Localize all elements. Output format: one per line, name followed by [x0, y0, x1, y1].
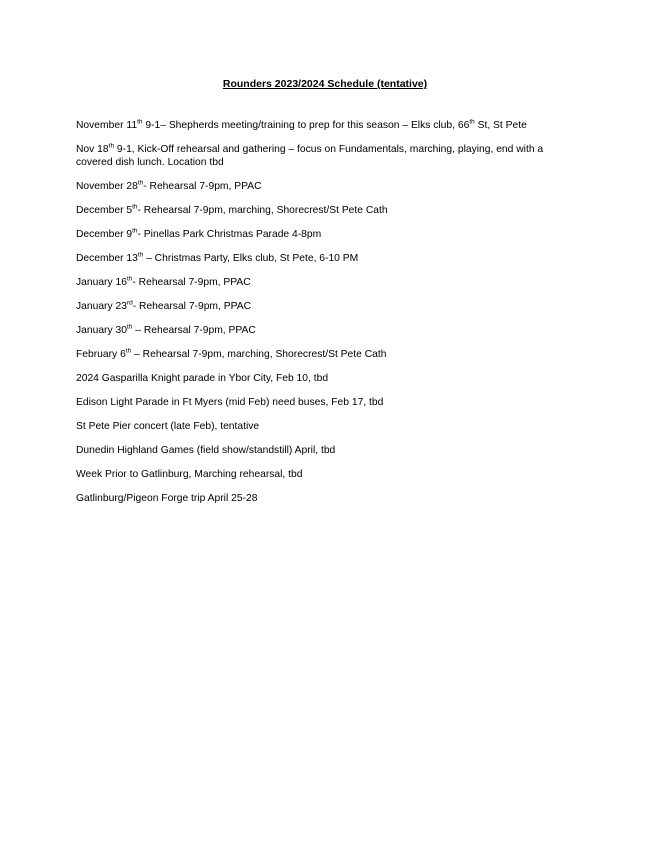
schedule-entry	[76, 493, 576, 506]
entry-text: 9-1– Shepherds meeting/training to prep for this season – Elks club, 66	[142, 120, 470, 131]
schedule-entry	[76, 301, 576, 314]
ordinal-suffix: th	[125, 347, 132, 355]
schedule-entry	[76, 229, 576, 242]
schedule-entry	[76, 205, 576, 218]
schedule-entry	[76, 421, 576, 434]
ordinal-suffix: th	[126, 323, 133, 331]
ordinal-suffix: th	[132, 227, 138, 235]
ordinal-suffix: th	[469, 118, 475, 126]
entry-text: - Rehearsal 7-9pm, PPAC	[132, 276, 251, 288]
schedule-entry	[76, 325, 576, 338]
ordinal-suffix: th	[132, 203, 138, 211]
entry-text: December 13	[76, 252, 138, 264]
ordinal-suffix: th	[137, 179, 144, 187]
entry-text: Nov 18	[76, 144, 109, 155]
schedule-list	[76, 120, 576, 517]
entry-text: - Rehearsal 7-9pm, PPAC	[132, 300, 252, 312]
entry-text: November 28	[76, 180, 138, 192]
schedule-entry	[76, 253, 576, 266]
entry-text: Gatlinburg/Pigeon Forge trip April 25-28	[76, 492, 258, 504]
entry-text: December 9	[76, 228, 133, 240]
entry-text: January 30	[76, 324, 127, 336]
entry-text: St, St Pete	[474, 120, 527, 131]
entry-text: - Rehearsal 7-9pm, PPAC	[143, 180, 262, 192]
ordinal-suffix: th	[126, 275, 133, 283]
ordinal-suffix: rd	[126, 299, 133, 307]
schedule-entry	[76, 144, 576, 169]
entry-text: – Christmas Party, Elks club, St Pete, 6-10 PM	[143, 252, 359, 264]
schedule-entry	[76, 120, 576, 133]
schedule-entry	[76, 181, 576, 194]
schedule-entry	[76, 469, 576, 482]
entry-text: 2024 Gasparilla Knight parade in Ybor City, Feb 10, tbd	[76, 372, 329, 384]
entry-text: 9-1, Kick-Off rehearsal and gathering – focus on Fundamentals, marching, playing, end with a covered dish lunch. Location tbd	[76, 144, 544, 168]
entry-text: – Rehearsal 7-9pm, marching, Shorecrest/St Pete Cath	[131, 348, 387, 360]
entry-text: Dunedin Highland Games (field show/standstill) April, tbd	[76, 444, 336, 456]
entry-text: - Rehearsal 7-9pm, marching, Shorecrest/St Pete Cath	[137, 204, 388, 216]
entry-text: February 6	[76, 348, 126, 360]
ordinal-suffix: th	[108, 142, 115, 150]
entry-text: St Pete Pier concert (late Feb), tentative	[76, 420, 260, 432]
entry-text: Week Prior to Gatlinburg, Marching rehearsal, tbd	[76, 468, 303, 480]
entry-text: January 16	[76, 276, 127, 288]
entry-text: November 11	[76, 120, 138, 131]
schedule-entry	[76, 373, 576, 386]
entry-text: December 5	[76, 204, 133, 216]
entry-text: – Rehearsal 7-9pm, PPAC	[132, 324, 256, 336]
entry-text: January 23	[76, 300, 127, 312]
entry-text: Edison Light Parade in Ft Myers (mid Feb) need buses, Feb 17, tbd	[76, 396, 384, 408]
document-title: Rounders 2023/2024 Schedule (tentative)	[222, 78, 428, 90]
schedule-entry	[76, 397, 576, 410]
schedule-entry	[76, 277, 576, 290]
schedule-entry	[76, 445, 576, 458]
ordinal-suffix: th	[137, 251, 144, 259]
entry-text: - Pinellas Park Christmas Parade 4-8pm	[137, 228, 322, 240]
ordinal-suffix: th	[137, 118, 143, 126]
schedule-entry	[76, 349, 576, 362]
